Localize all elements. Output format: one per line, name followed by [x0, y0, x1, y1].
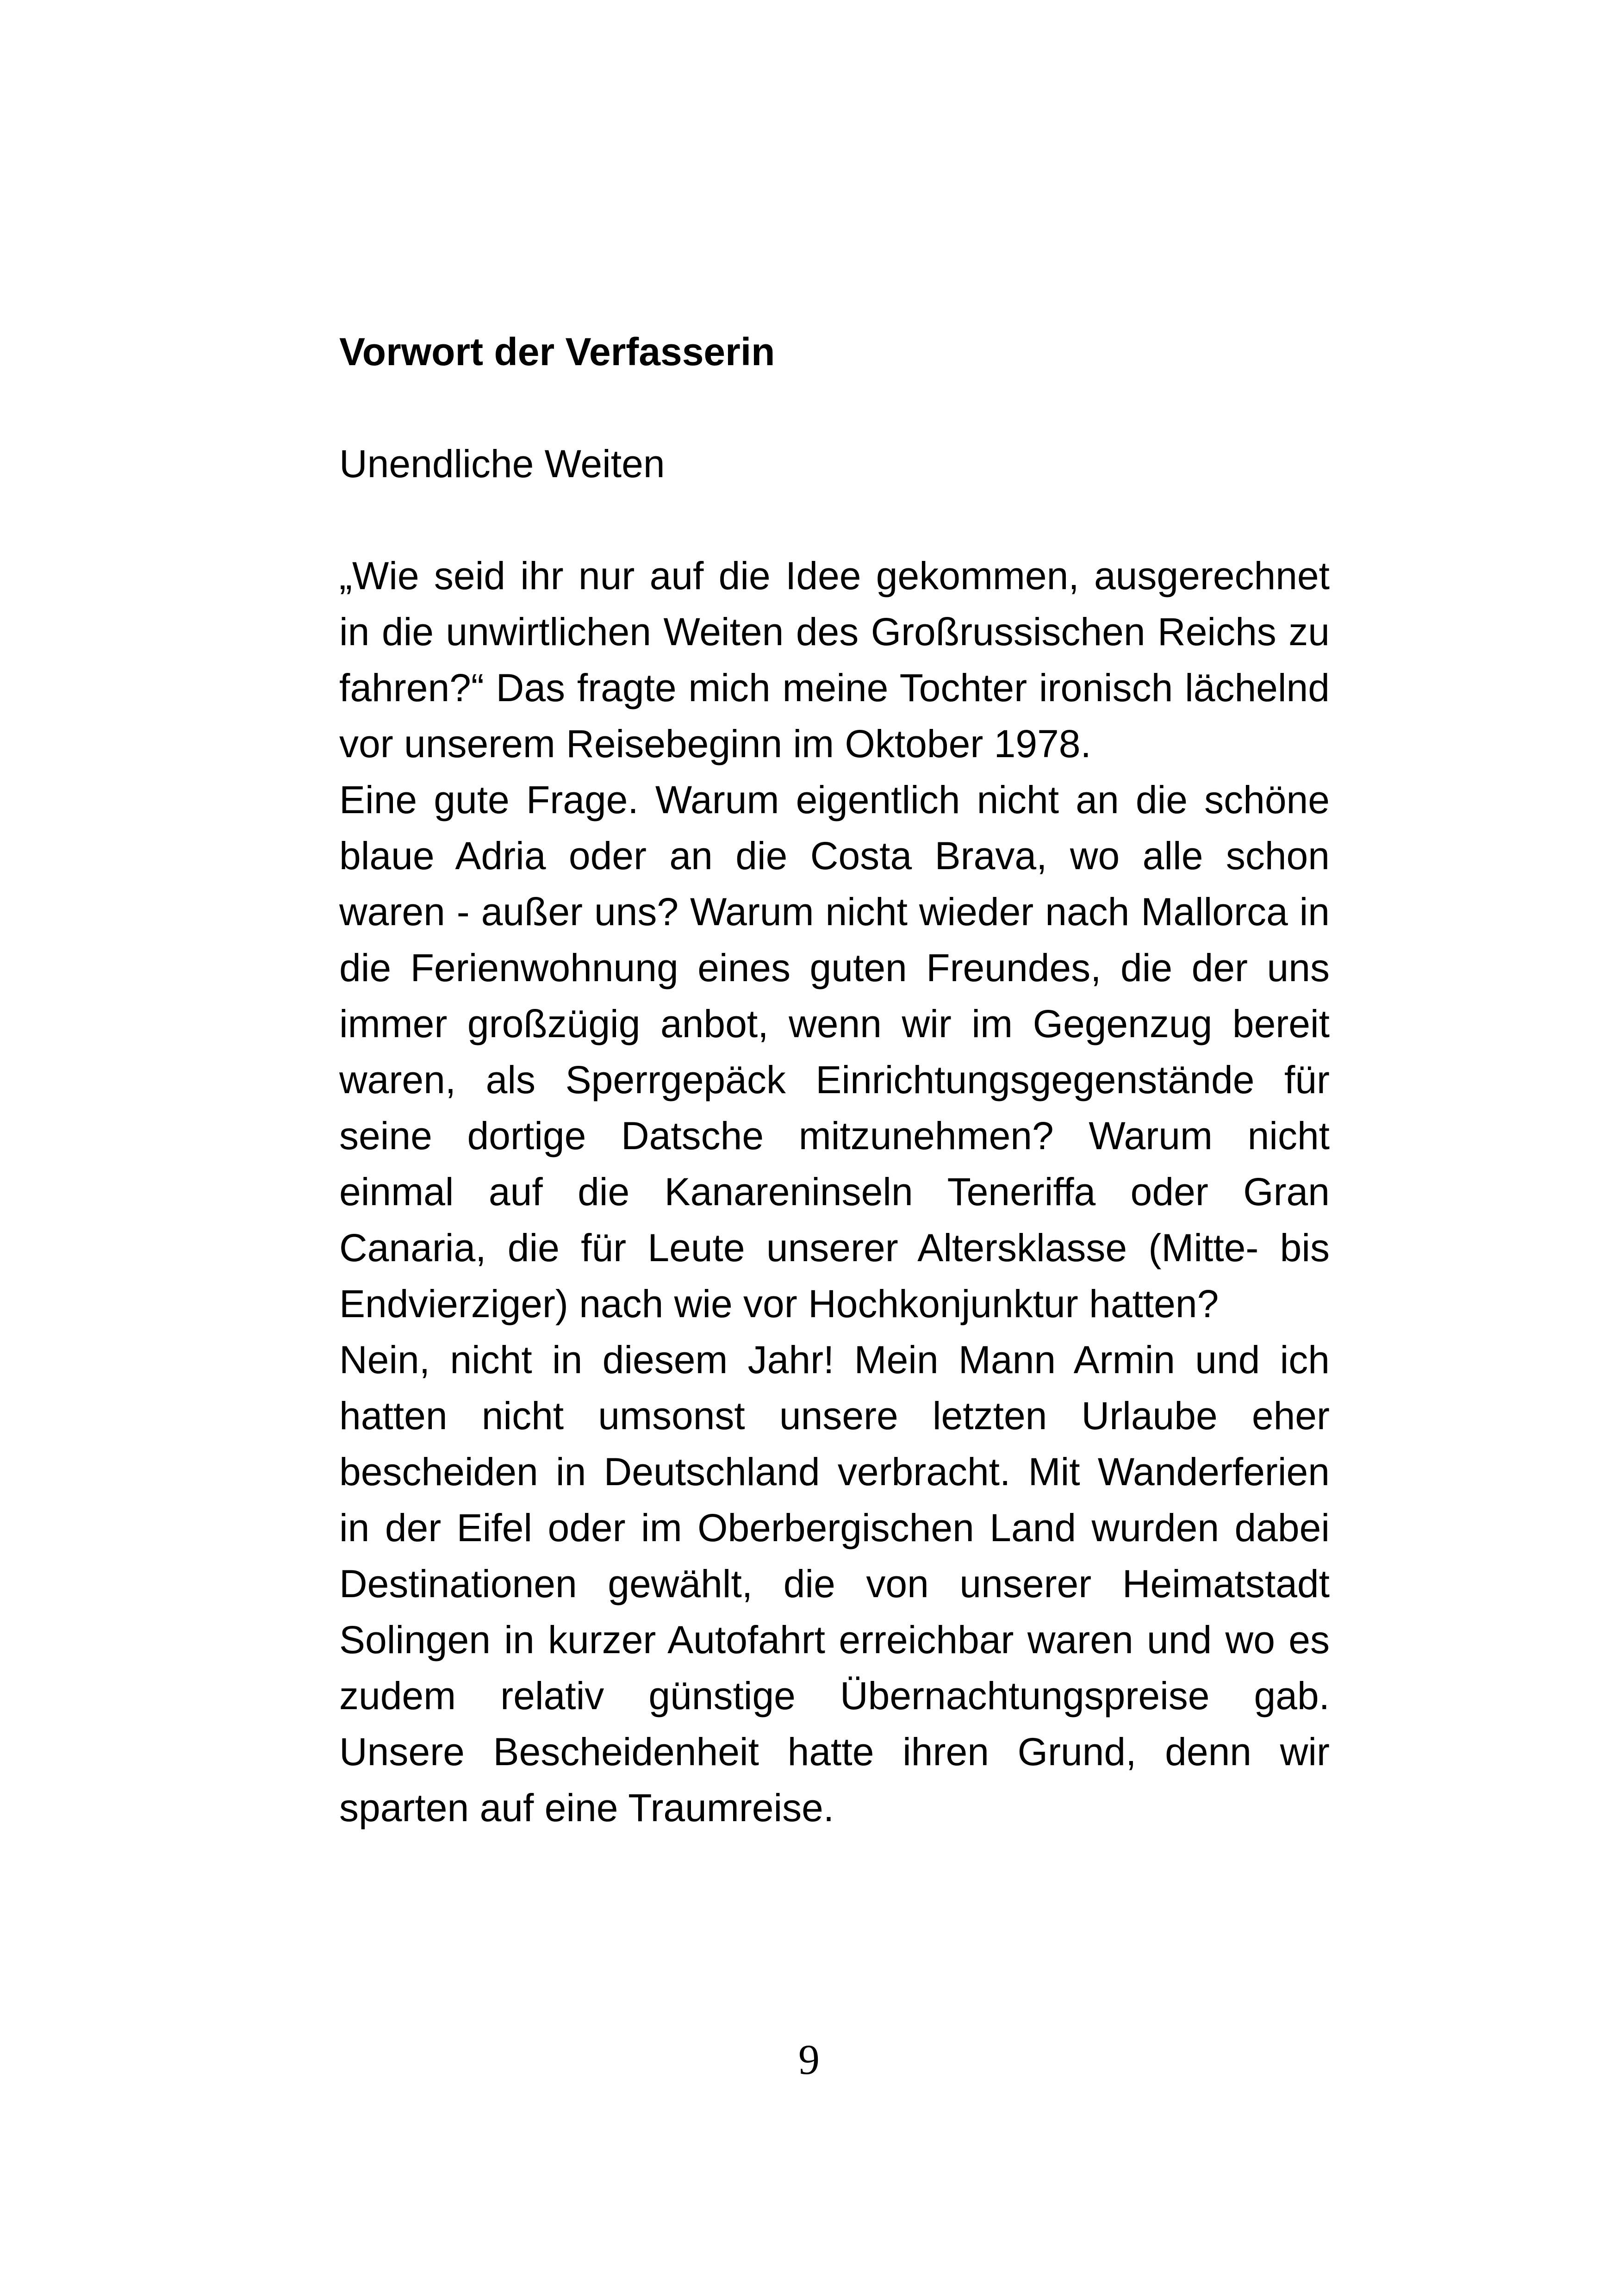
- paragraph-1: „Wie seid ihr nur auf die Idee gekommen, ausgerechnet in die unwirtlichen Weiten des Großrussischen Reichs zu fahren?“ Das fragte mich meine Tochter ironisch lächelnd vor unserem Reisebeginn im Oktober 1978.: [339, 554, 1330, 765]
- paragraph-2: Eine gute Frage. Warum eigentlich nicht an die schöne blaue Adria oder an die Costa Brava, wo alle schon waren - außer uns? Warum nicht wieder nach Mallorca in die Ferienwohnung eines guten Freundes, die der uns immer großzügig anbot, wenn wir im Gegenzug bereit waren, als Sperrgepäck Einrichtungsgegenstände für seine dortige Datsche mitzunehmen? Warum nicht einmal auf die Kanareninseln Teneriffa oder Gran Canaria, die für Leute unserer Altersklasse (Mitte- bis Endvierziger) nach wie vor Hochkonjunktur hatten?: [339, 778, 1330, 1325]
- chapter-heading: Vorwort der Verfasserin: [339, 330, 775, 373]
- chapter-subheading: Unendliche Weiten: [339, 442, 665, 485]
- paragraph-3: Nein, nicht in diesem Jahr! Mein Mann Armin und ich hatten nicht umsonst unsere letzten Urlaube eher bescheiden in Deutschland verbracht. Mit Wanderferien in der Eifel oder im Oberbergischen Land wurden dabei Destinationen gewählt, die von unserer Heimatstadt Solingen in kurzer Autofahrt erreichbar waren und wo es zudem relativ günstige Übernachtungspreise gab. Unsere Bescheidenheit hatte ihren Grund, denn wir sparten auf eine Traumreise.: [339, 1338, 1330, 1829]
- page-number: 9: [798, 2036, 820, 2083]
- page-content: [339, 324, 1330, 1836]
